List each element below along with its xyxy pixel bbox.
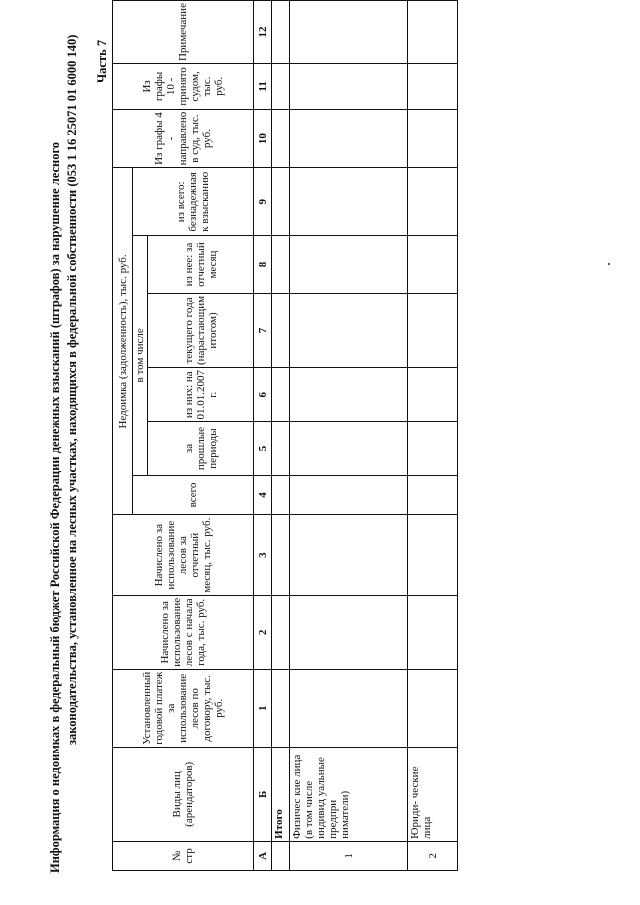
data-cell	[290, 109, 408, 168]
arrears-table	[112, 0, 458, 871]
data-cell	[408, 515, 458, 595]
table-row-legal-entities	[408, 1, 458, 871]
data-cell	[408, 422, 458, 475]
data-cell	[290, 669, 408, 747]
data-cell	[272, 168, 290, 236]
header-kind: Виды лиц (арендаторов)	[113, 747, 254, 841]
col-num: 5	[254, 422, 272, 475]
header-c3: Начислено за использование лесов за отчетный месяц, тыс. руб.	[113, 515, 254, 595]
data-cell	[290, 168, 408, 236]
data-cell	[290, 368, 408, 423]
header-arrears-group: Недоимка (задолженность), тыс. руб.	[113, 168, 133, 515]
data-cell	[408, 64, 458, 110]
data-cell	[290, 595, 408, 669]
data-cell	[408, 669, 458, 747]
col-num: А	[254, 841, 272, 870]
data-cell	[290, 64, 408, 110]
header-c1: Установленный годовой платеж за использование лесов по договору, тыс. руб.	[113, 669, 254, 747]
data-cell	[272, 109, 290, 168]
header-c2: Начислено за использование лесов с начала года, тыс. руб.	[113, 595, 254, 669]
col-num: 3	[254, 515, 272, 595]
col-num: 8	[254, 236, 272, 294]
row-label-individuals: Физичес кие лица (в том числе индивид уальные предпри ниматели)	[290, 747, 408, 841]
data-cell	[408, 1, 458, 64]
data-cell	[290, 515, 408, 595]
data-cell	[290, 1, 408, 64]
data-cell	[408, 293, 458, 367]
data-cell	[272, 595, 290, 669]
document-title-line2: законодательства, установленное на лесных участках, находящихся в федеральной собственности (053 1 16 25071 01 6000 140)	[65, 34, 79, 745]
header-c8: из нее: за отчетный месяц	[148, 236, 254, 294]
data-cell	[272, 475, 290, 515]
row-no	[272, 841, 290, 870]
col-num: 9	[254, 168, 272, 236]
col-num: Б	[254, 747, 272, 841]
table-row-individuals	[290, 1, 408, 871]
header-c5: за прошлые периоды	[148, 422, 254, 475]
data-cell	[408, 595, 458, 669]
col-num: 7	[254, 293, 272, 367]
data-cell	[408, 475, 458, 515]
col-num: 10	[254, 109, 272, 168]
part-label: Часть 7	[95, 39, 109, 83]
document-title-line1: Информация о недоимках в федеральный бюджет Российской Федерации денежных взысканий (штрафов) за нарушение лесного	[48, 141, 62, 873]
data-cell	[272, 515, 290, 595]
data-cell	[272, 64, 290, 110]
data-cell	[290, 293, 408, 367]
data-cell	[272, 368, 290, 423]
header-c4: всего	[133, 475, 254, 515]
header-c10: Из графы 4 - направлено в суд, тыс. руб.	[113, 109, 254, 168]
data-cell	[290, 422, 408, 475]
data-cell	[272, 669, 290, 747]
row-no: 1	[290, 841, 408, 870]
col-num: 1	[254, 669, 272, 747]
row-label-legal-entities: Юриди- ческие лица	[408, 747, 458, 841]
col-num: 6	[254, 368, 272, 423]
row-no: 2	[408, 841, 458, 870]
column-number-row	[254, 1, 272, 871]
data-cell	[272, 236, 290, 294]
col-num: 4	[254, 475, 272, 515]
data-cell	[272, 1, 290, 64]
header-incl: в том числе	[133, 236, 148, 475]
data-cell	[272, 293, 290, 367]
data-cell	[272, 422, 290, 475]
data-cell	[290, 475, 408, 515]
scan-speck	[608, 263, 610, 265]
data-cell	[408, 168, 458, 236]
header-no: № стр	[113, 841, 254, 870]
col-num: 11	[254, 64, 272, 110]
col-num: 2	[254, 595, 272, 669]
col-num: 12	[254, 1, 272, 64]
header-c11: Из графы 10 - принято судом, тыс. руб.	[113, 64, 254, 110]
data-cell	[290, 236, 408, 294]
header-c12: Примечание	[113, 1, 254, 64]
table-row-total	[272, 1, 290, 871]
row-label-total: Итого	[272, 747, 290, 841]
header-c6: из них: на 01.01.2007 г.	[148, 368, 254, 423]
data-cell	[408, 236, 458, 294]
data-cell	[408, 109, 458, 168]
header-c9: из всего: безнадежная к взысканию	[133, 168, 254, 236]
data-cell	[408, 368, 458, 423]
header-c7: текущего года (нарастающим итогом)	[148, 293, 254, 367]
